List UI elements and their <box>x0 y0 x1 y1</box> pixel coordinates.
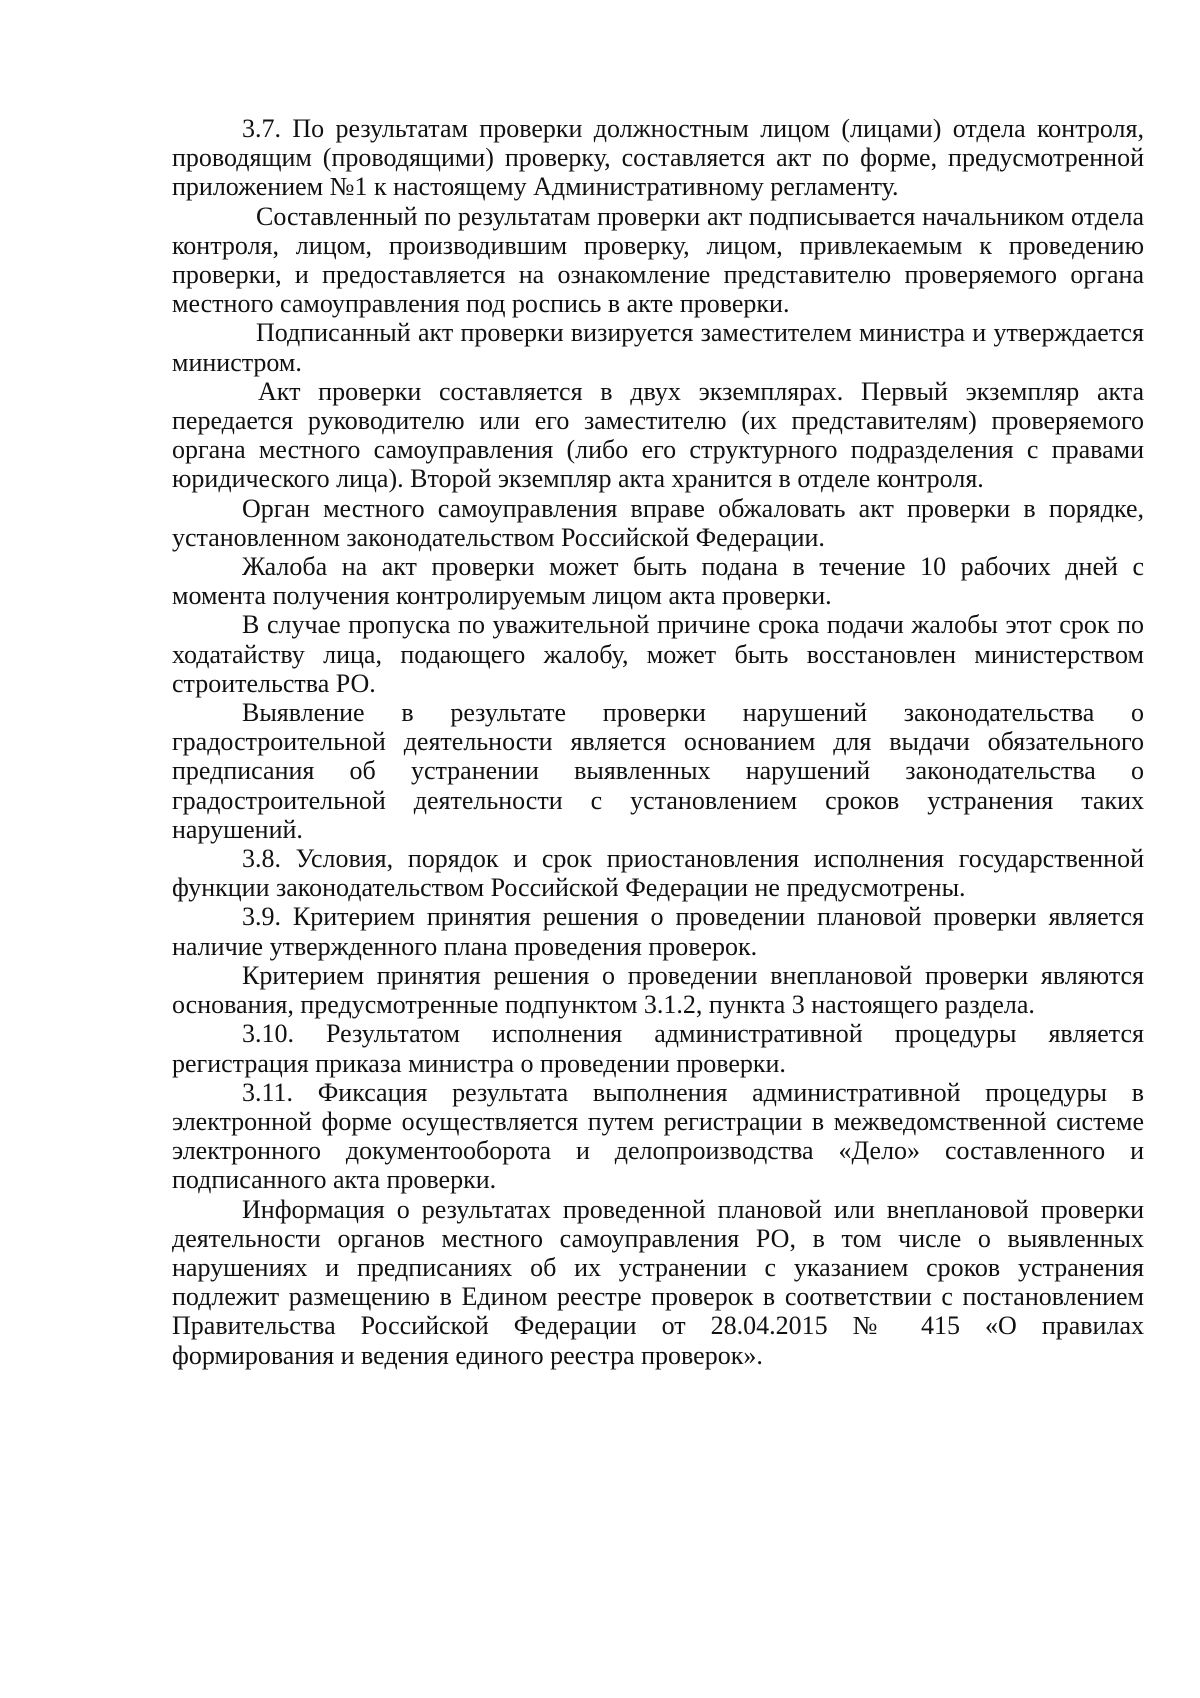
paragraph-3-11: 3.11. Фиксация результата выполнения административной процедуры в электронной форме осуществляется путем регистрации в межведомственной системе электронного документооборота и делопроизводства «Дело» составленного и подписанного акта проверки. <box>172 1077 1144 1195</box>
document-page <box>172 114 1144 1370</box>
paragraph-appeal-deadline: Жалоба на акт проверки может быть подана в течение 10 рабочих дней с момента получения контролируемым лицом акта проверки. <box>172 552 1144 611</box>
paragraph-deadline-restoration: В случае пропуска по уважительной причине срока подачи жалобы этот срок по ходатайству лица, подающего жалобу, может быть восстановлен министерством строительства РО. <box>172 610 1144 698</box>
paragraph-act-copies: Акт проверки составляется в двух экземплярах. Первый экземпляр акта передается руководителю или его заместителю (их представителям) проверяемого органа местного самоуправления (либо его структурного подразделения с правами юридического лица). Второй экземпляр акта хранится в отделе контроля. <box>172 376 1144 494</box>
paragraph-act-signing: Составленный по результатам проверки акт подписывается начальником отдела контроля, лицом, производившим проверку, лицом, привлекаемым к проведению проверки, и предоставляется на ознакомление представителю проверяемого органа местного самоуправления под роспись в акте проверки. <box>172 201 1144 319</box>
paragraph-unscheduled-criteria: Критерием принятия решения о проведении внеплановой проверки являются основания, предусмотренные подпунктом 3.1.2, пункта 3 настоящего раздела. <box>172 960 1144 1020</box>
paragraph-3-10: 3.10. Результатом исполнения административной процедуры является регистрация приказа министра о проведении проверки. <box>172 1019 1144 1078</box>
paragraph-appeal-right: Орган местного самоуправления вправе обжаловать акт проверки в порядке, установленном законодательством Российской Федерации. <box>172 493 1144 552</box>
paragraph-act-approval: Подписанный акт проверки визируется заместителем министра и утверждается министром. <box>172 318 1144 377</box>
paragraph-registry-info: Информация о результатах проведенной плановой или внеплановой проверки деятельности органов местного самоуправления РО, в том числе о выявленных нарушениях и предписаниях об их устранении с указанием сроков устранения подлежит размещению в Едином реестре проверок в соответствии с постановлением Правительства Российской Федерации от 28.04.2015 № 415 «О правилах формирования и ведения единого реестра проверок». <box>172 1194 1144 1370</box>
paragraph-3-7: 3.7. По результатам проверки должностным лицом (лицами) отдела контроля, проводящим (проводящими) проверку, составляется акт по форме, предусмотренной приложением №1 к настоящему Административному регламенту. <box>172 114 1144 202</box>
paragraph-violations-order: Выявление в результате проверки нарушений законодательства о градостроительной деятельности является основанием для выдачи обязательного предписания об устранении выявленных нарушений законодательства о градостроительной деятельности с установлением сроков устранения таких нарушений. <box>172 698 1144 844</box>
paragraph-3-8: 3.8. Условия, порядок и срок приостановления исполнения государственной функции законодательством Российской Федерации не предусмотрены. <box>172 844 1144 903</box>
paragraph-3-9: 3.9. Критерием принятия решения о проведении плановой проверки является наличие утвержденного плана проведения проверок. <box>172 902 1144 961</box>
